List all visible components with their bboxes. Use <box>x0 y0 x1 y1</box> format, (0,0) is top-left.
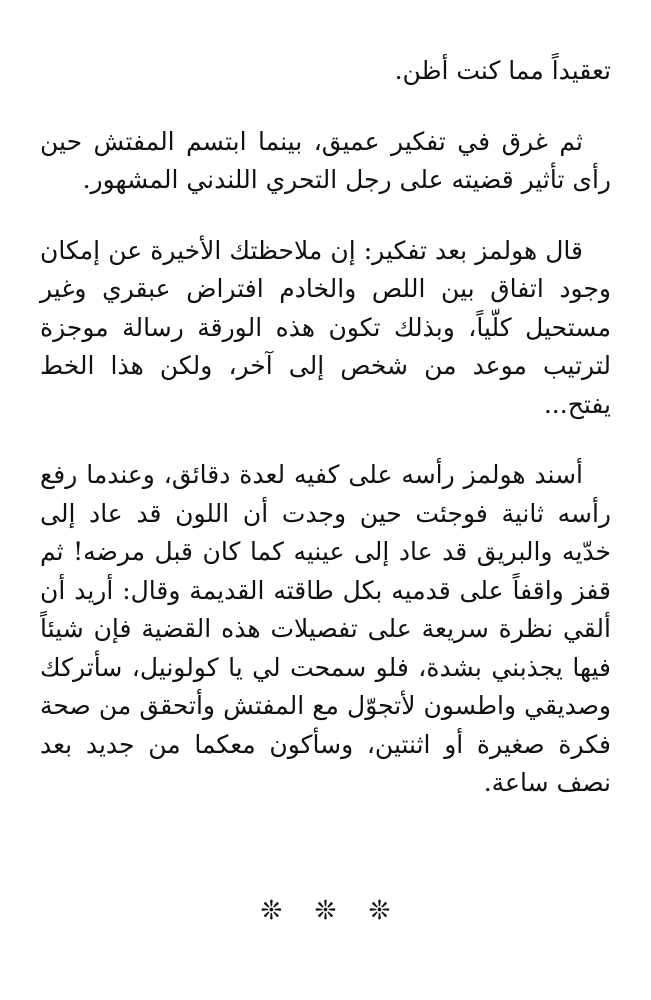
book-page <box>40 52 611 1000</box>
asterism-star-icon: ❊ <box>368 896 391 926</box>
asterism-star-icon: ❊ <box>260 896 283 926</box>
paragraph-inspector: ثم غرق في تفكير عميق، بينما ابتسم المفتش حين رأى تأثير قضيته على رجل التحري اللندني المشهور. <box>40 126 611 194</box>
paragraph-continuation: تعقيداً مما كنت أظن. <box>394 56 611 85</box>
paragraph-holmes-remark: قال هولمز بعد تفكير: إن ملاحظتك الأخيرة عن إمكان وجود اتفاق بين اللص والخادم افتراض عبقري وغير مستحيل كلّياً، وبذلك تكون هذه الورقة رسالة موجزة لترتيب موعد من شخص إلى آخر، ولكن هذا الخط يفتح... <box>40 235 611 419</box>
paragraph-gap <box>40 424 611 456</box>
section-separator <box>0 896 651 926</box>
asterism-star-icon: ❊ <box>314 896 337 926</box>
paragraph-holmes-rises: أسند هولمز رأسه على كفيه لعدة دقائق، وعندما رفع رأسه ثانية فوجئت حين وجدت أن اللون قد عاد إلى خدّيه والبريق قد عاد إلى عينيه كما كان قبل مرضه! ثم قفز واقفاً على قدميه بكل طاقته القديمة وقال: أريد أن ألقي نظرة سريعة على تفصيلات هذه القضية فإن شيئاً فيها يجذبني بشدة، فلو سمحت لي يا كولونيل، سأتركك وصديقي واطسون لأتجوّل مع المفتش وأتحقق من صحة فكرة صغيرة أو اثنتين، وسأكون معكما من جديد بعد نصف ساعة. <box>40 460 611 797</box>
paragraph-gap <box>40 91 611 123</box>
paragraph-gap <box>40 200 611 232</box>
